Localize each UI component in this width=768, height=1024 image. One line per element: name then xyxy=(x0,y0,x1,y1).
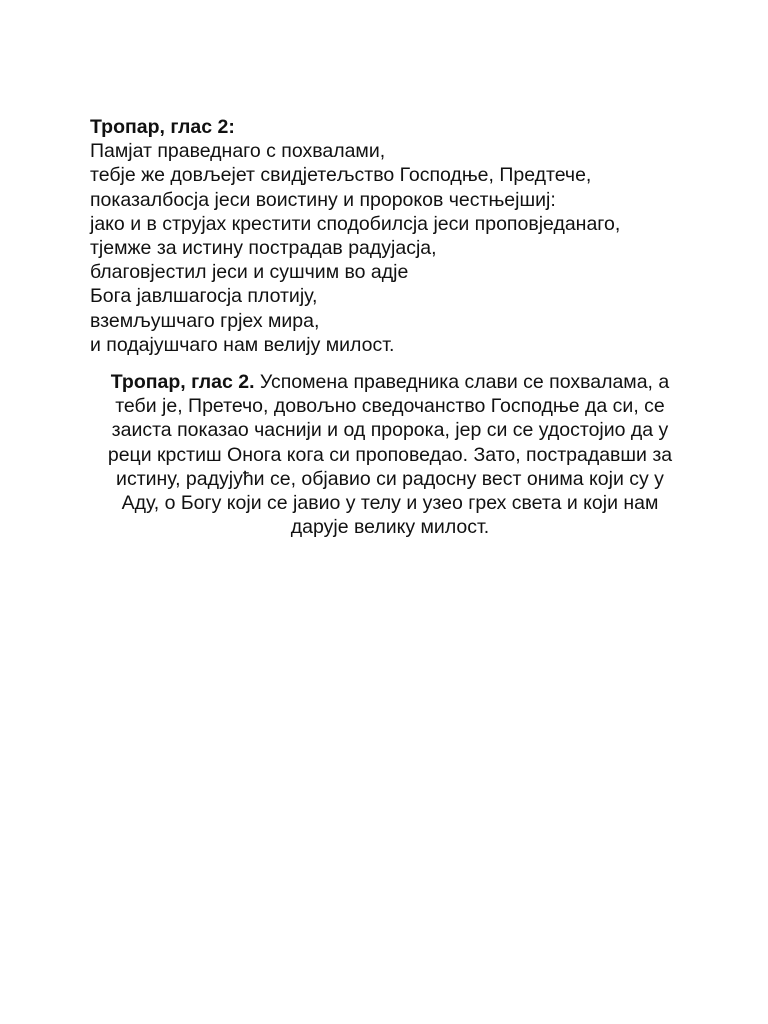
text-line: Аду, о Богу који се јавио у телу и узео грех света и који нам xyxy=(121,492,659,515)
text-line: и подајушчаго нам велију милост. xyxy=(90,333,395,356)
troparion-heading-serbian: Тропар, глас 2. xyxy=(110,371,255,393)
first-line-text: Успомена праведника слави се похвалама, а xyxy=(254,371,670,393)
text-line: вземљушчаго грјех мира, xyxy=(90,309,320,332)
text-line: благовјестил јеси и сушчим во адје xyxy=(90,261,409,284)
church-slavonic-troparion xyxy=(90,115,730,357)
text-line-first xyxy=(84,370,696,394)
text-line: тебје же довљејет свидјетељство Господње, Предтече, xyxy=(90,164,592,187)
text-line: реци крстиш Онога кога си проповедао. Зато, пострадавши за xyxy=(107,443,673,466)
text-line: теби је, Претечо, довољно сведочанство Господње да си, се xyxy=(115,395,665,418)
serbian-troparion xyxy=(84,370,696,539)
text-line: истину, радујући се, објавио си радосну вест онима који су у xyxy=(116,467,664,490)
troparion-heading-slavonic: Тропар, глас 2: xyxy=(90,116,235,138)
text-line: јако и в струјах крестити сподобилсја јеси проповједанаго, xyxy=(90,212,621,235)
text-line: Бога јавлшагосја плотију, xyxy=(90,285,318,308)
text-line: заиста показао часнији и од пророка, јер си се удостојио да у xyxy=(111,419,669,442)
text-line: Памјат праведнаго с похвалами, xyxy=(90,140,386,163)
text-line: показалбосја јеси воистину и пророков честњејшиј: xyxy=(90,188,556,211)
text-line: тјемже за истину пострадав радујасја, xyxy=(90,237,437,260)
text-line: дарује велику милост. xyxy=(290,516,490,539)
